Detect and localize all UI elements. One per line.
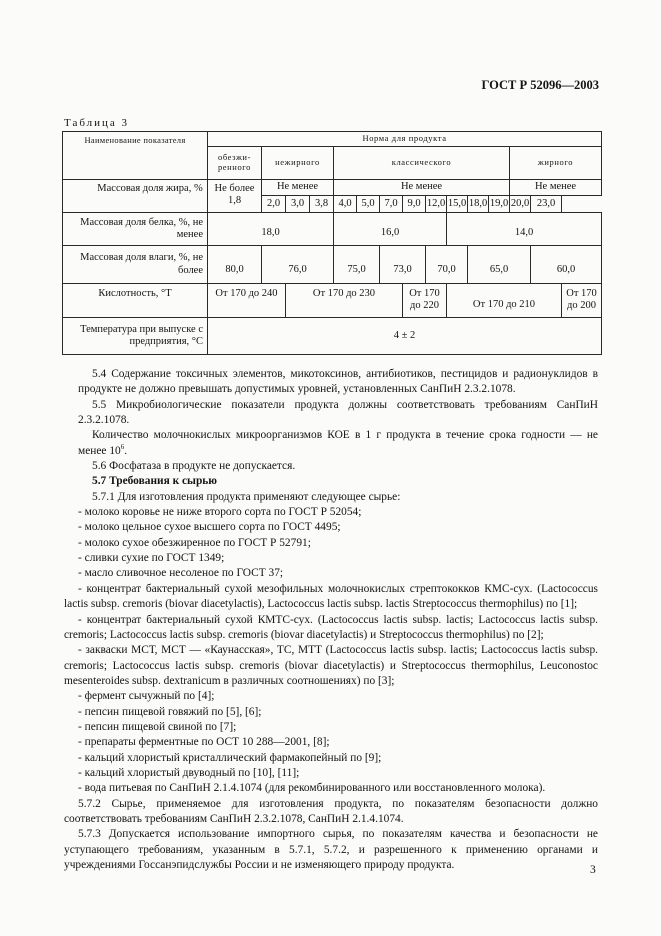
protein-v1: 18,0 [208, 213, 334, 246]
list-item: - молоко цельное сухое высшего сорта по ГОСТ 4495; [78, 521, 341, 534]
acidity-v2: От 170 до 230 [286, 284, 403, 318]
acidity-v3: От 170 до 220 [403, 284, 447, 318]
group-nezhir: нежирного [262, 147, 334, 180]
fat-value: 19,0 [489, 196, 510, 213]
list-item: - фермент сычужный по [4]; [78, 690, 215, 703]
group-skim: обезжи-ренного [208, 147, 262, 180]
fat-value: 2,0 [262, 196, 286, 213]
page-number: 3 [590, 864, 596, 876]
list-item: - кальций хлористый кристаллический фармакопейный по [9]; [78, 751, 382, 764]
list-item-kmts: - концентрат бактериальный сухой КМТС-сух. (Lactococcus lactis subsp. lactis; Lactococcus lactis subsp. cremoris; Lactococcus lactis subsp. cremoris (biovar diacetylactis) и Streptococcus thermophilus) по [2]; [64, 613, 598, 641]
fat-value: 5,0 [357, 196, 380, 213]
group-klass: классического [334, 147, 510, 180]
fat-value: 20,0 [510, 196, 531, 213]
fat-value: 4,0 [334, 196, 357, 213]
fat-value: 18,0 [468, 196, 489, 213]
paragraph-5-7-3: 5.7.3 Допускается использование импортного сырья, по показателям качества и безопасности не уступающего требованиям, указанным в 5.7.1, 5.7.2, и разрешенного к применению органами и учреждениями Госсанэпидслужбы России и не изменяющего природу продукта. [64, 828, 598, 871]
moisture-value: 76,0 [262, 246, 334, 284]
row-temp-name: Температура при выпуске с предприятия, °С [63, 318, 208, 355]
paragraph-5-6: 5.6 Фосфатаза в продукте не допускается. [92, 460, 296, 473]
paragraph-koe: Количество молочнокислых микроорганизмов КОЕ в 1 г продукта в течение срока годности — не менее $10^6$. [78, 429, 598, 457]
list-item: - молоко сухое обезжиренное по ГОСТ Р 52791; [78, 536, 311, 549]
paragraph-5-5: 5.5 Микробиологические показатели продукта должны соответствовать требованиям СанПиН 2.3.2.1078. [78, 398, 598, 427]
list-item: - масло сливочное несоленое по ГОСТ 37; [78, 567, 284, 580]
acidity-v1: От 170 до 240 [208, 284, 286, 318]
fat-value: 3,8 [310, 196, 334, 213]
fat-value: 12,0 [426, 196, 447, 213]
fat-zhir-label: Не менее [510, 180, 602, 196]
acidity-v5: От 170 до 200 [562, 284, 602, 318]
row-protein-name: Массовая доля белка, %, не менее [63, 213, 208, 246]
list-item: - молоко коровье не ниже второго сорта по ГОСТ Р 52054; [78, 506, 362, 519]
fat-value: 3,0 [286, 196, 310, 213]
acidity-v4: От 170 до 210 [447, 284, 562, 318]
moisture-value: 60,0 [531, 246, 602, 284]
list-item: - сливки сухие по ГОСТ 1349; [78, 552, 225, 565]
list-item: - препараты ферментные по ОСТ 10 288—2001, [8]; [78, 736, 330, 749]
list-item-zakvaski: - закваски МСТ, МСТ — «Каунасская», ТС, МТТ (Lactococcus lactis subsp. lactis; Lactococcus lactis subsp. cremoris; Lactococcus lactis subsp. cremoris (biovar diacetylactis) и Streptococcus thermophilus, Leuconostoc mesenteroides subsp. dextranicum в различных соотношениях) по [3]; [64, 644, 598, 687]
fat-skim: Не более 1,8 [208, 180, 262, 213]
fat-nezhir-label: Не менее [262, 180, 334, 196]
temp-value: 4 ± 2 [208, 318, 602, 355]
list-item: - пепсин пищевой свиной по [7]; [78, 720, 237, 733]
table-caption: Таблица 3 [64, 117, 130, 129]
fat-klass-label: Не менее [334, 180, 510, 196]
list-item: - пепсин пищевой говяжий по [5], [6]; [78, 705, 262, 718]
document-code: ГОСТ Р 52096—2003 [481, 78, 599, 92]
body-text [64, 367, 598, 873]
list-item-kms: - концентрат бактериальный сухой мезофильных молочнокислых стрептококков КМС-сух. (Lactococcus lactis subsp. cremoris (biovar diacetylactis), Lactococcus lactis subsp. lactis Streptococcus thermophilus) по [1]; [64, 582, 598, 611]
list-item: - вода питьевая по СанПиН 2.1.4.1074 (для рекомбинированного или восстановленного молока). [78, 782, 546, 795]
protein-v2: 16,0 [334, 213, 447, 246]
norms-table [62, 131, 602, 355]
fat-value: 9,0 [403, 196, 426, 213]
row-moisture-name: Массовая доля влаги, %, не более [63, 246, 208, 284]
section-heading-5-7: 5.7 Требования к сырью [92, 475, 218, 488]
fat-value: 7,0 [380, 196, 403, 213]
paragraph-5-7-2: 5.7.2 Сырье, применяемое для изготовления продукта, по показателям безопасности должно соответствовать требованиям СанПиН 2.3.2.1078, СанПиН 2.1.4.1074. [64, 797, 598, 825]
fat-value: 23,0 [531, 196, 562, 213]
paragraph-5-7-1: 5.7.1 Для изготовления продукта применяют следующее сырье: [92, 490, 401, 503]
moisture-value: 65,0 [468, 246, 531, 284]
protein-v3: 14,0 [447, 213, 602, 246]
moisture-value: 75,0 [334, 246, 380, 284]
fat-value: 15,0 [447, 196, 468, 213]
moisture-value: 80,0 [208, 246, 262, 284]
list-item: - кальций хлористый двуводный по [10], [11]; [78, 766, 300, 779]
moisture-value: 70,0 [426, 246, 468, 284]
header-norm-cell: Норма для продукта [208, 132, 602, 147]
paragraph-5-4: 5.4 Содержание токсичных элементов, микотоксинов, антибиотиков, пестицидов и радионуклидов в продукте не должно превышать допустимых уровней, установленных СанПиН 2.3.2.1078. [78, 368, 598, 396]
row-acidity-name: Кислотность, °Т [63, 284, 208, 318]
row-fat-name: Массовая доля жира, % [63, 180, 208, 213]
header-name-cell: Наименование показателя [63, 132, 208, 180]
group-zhir: жирного [510, 147, 602, 180]
moisture-value: 73,0 [380, 246, 426, 284]
